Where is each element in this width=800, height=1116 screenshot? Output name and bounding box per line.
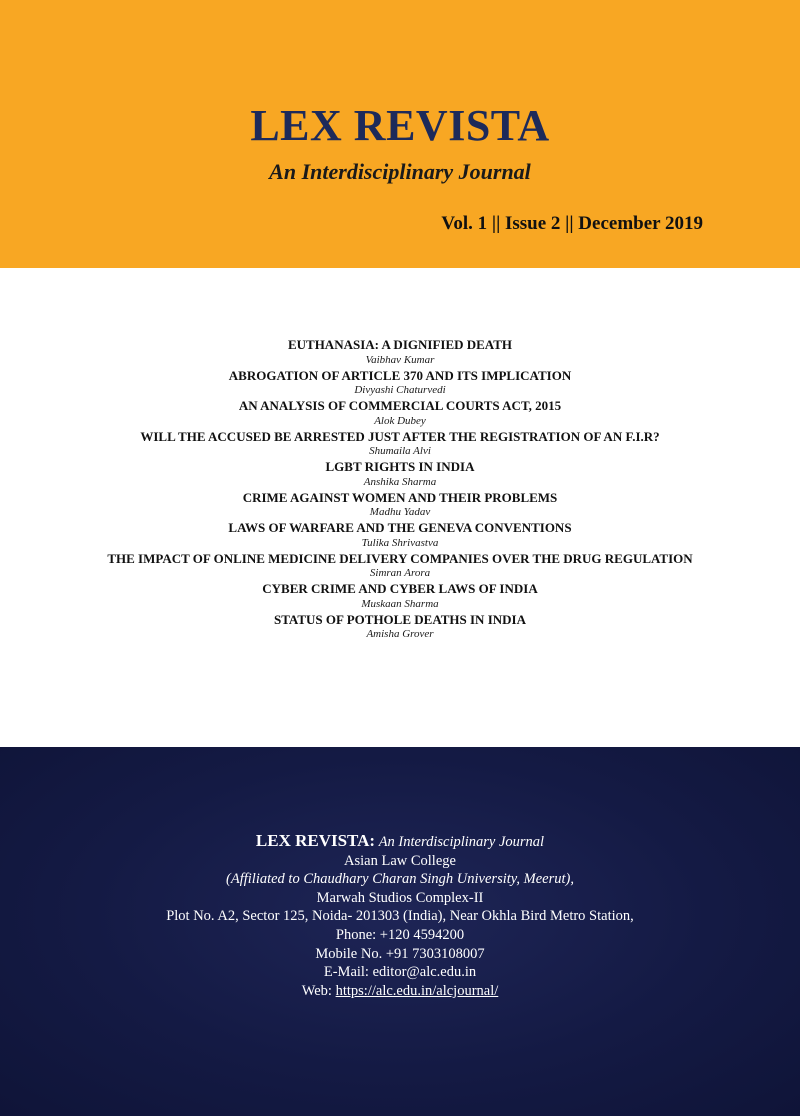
article-author: Divyashi Chaturvedi — [354, 384, 446, 396]
affiliation: (Affiliated to Chaudhary Charan Singh University, Meerut), — [226, 871, 574, 888]
article-entry — [100, 429, 700, 460]
journal-subtitle: An Interdisciplinary Journal — [269, 159, 531, 184]
article-title: EUTHANASIA: A DIGNIFIED DEATH — [287, 337, 513, 352]
article-entry — [100, 551, 700, 582]
website-label: Web: — [301, 982, 332, 999]
article-title: ABROGATION OF ARTICLE 370 AND ITS IMPLICATION — [228, 367, 572, 383]
article-title: WILL THE ACCUSED BE ARRESTED JUST AFTER THE REGISTRATION OF AN F.I.R? — [140, 428, 660, 444]
article-entry — [100, 490, 700, 521]
article-author: Shumaila Alvi — [369, 445, 431, 457]
mobile-number: Mobile No. +91 7303108007 — [315, 945, 485, 962]
complex-name: Marwah Studios Complex-II — [316, 889, 484, 906]
footer-journal-tag: An Interdisciplinary Journal — [378, 834, 545, 850]
postal-address: Plot No. A2, Sector 125, Noida- 201303 (India), Near Okhla Bird Metro Station, — [166, 908, 634, 925]
article-author: Alok Dubey — [374, 414, 426, 427]
article-author: Simran Arora — [369, 567, 431, 579]
header-band — [0, 0, 800, 268]
article-entry — [100, 612, 700, 643]
article-title: LGBT RIGHTS IN INDIA — [325, 459, 475, 474]
article-author: Anshika Sharma — [363, 475, 437, 488]
article-entry — [100, 520, 700, 551]
article-entry — [100, 368, 700, 399]
article-entry — [100, 398, 700, 429]
article-title: CRIME AGAINST WOMEN AND THEIR PROBLEMS — [242, 489, 558, 505]
article-author: Tulika Shrivastva — [361, 536, 439, 549]
article-entry — [100, 581, 700, 612]
article-title: STATUS OF POTHOLE DEATHS IN INDIA — [274, 611, 526, 627]
college-name: Asian Law College — [344, 852, 456, 869]
footer-journal-line — [0, 832, 800, 852]
article-entry — [100, 337, 700, 368]
article-title: AN ANALYSIS OF COMMERCIAL COURTS ACT, 2015 — [238, 398, 562, 413]
footer-journal-name: LEX REVISTA: — [255, 831, 376, 850]
article-title: CYBER CRIME AND CYBER LAWS OF INDIA — [262, 581, 538, 596]
article-author: Amisha Grover — [366, 628, 434, 640]
website-line — [0, 982, 800, 1001]
website-link[interactable]: https://alc.edu.in/alcjournal/ — [335, 982, 499, 999]
article-title: LAWS OF WARFARE AND THE GENEVA CONVENTIONS — [228, 520, 572, 535]
table-of-contents — [100, 337, 700, 642]
article-author: Madhu Yadav — [369, 506, 431, 518]
issue-info: Vol. 1 || Issue 2 || December 2019 — [441, 213, 703, 234]
article-author: Muskaan Sharma — [361, 597, 439, 610]
publisher-info — [0, 832, 800, 1000]
article-title: THE IMPACT OF ONLINE MEDICINE DELIVERY COMPANIES OVER THE DRUG REGULATION — [107, 550, 693, 566]
phone-number: Phone: +120 4594200 — [335, 926, 465, 943]
journal-title: LEX REVISTA — [250, 101, 550, 150]
email-address: E-Mail: editor@alc.edu.in — [323, 964, 477, 981]
article-entry — [100, 459, 700, 490]
article-author: Vaibhav Kumar — [365, 353, 435, 366]
